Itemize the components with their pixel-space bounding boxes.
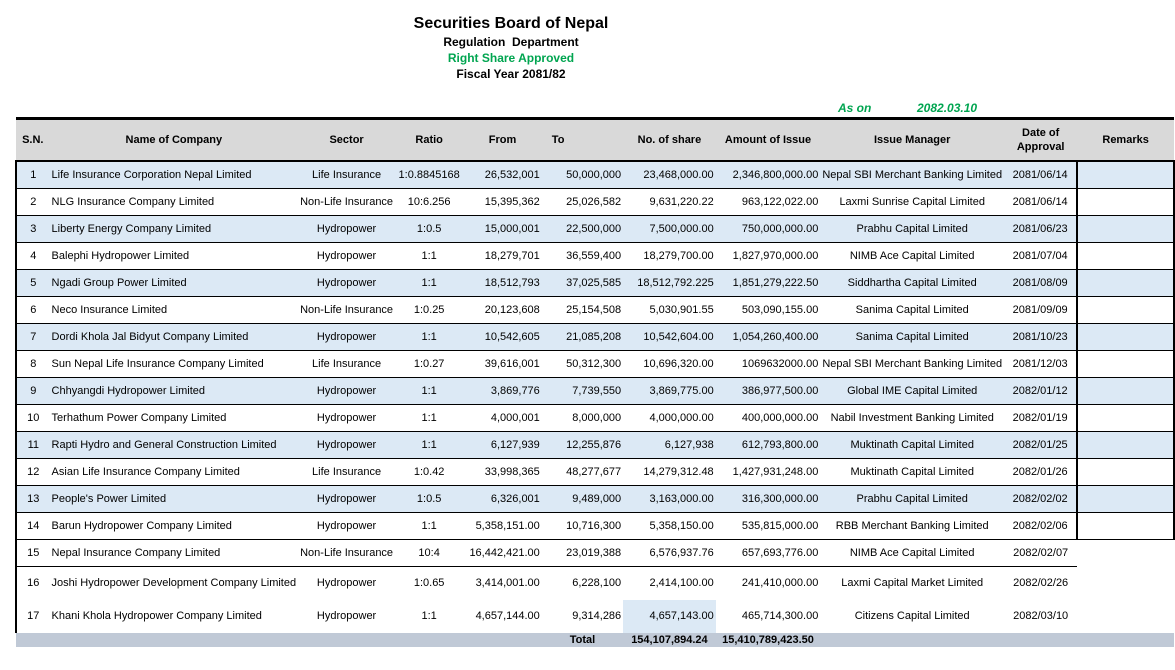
total-shares: 154,107,894.24 bbox=[623, 633, 716, 647]
row-company-name: Terhathum Power Company Limited bbox=[50, 405, 299, 432]
row-company-name: Asian Life Insurance Company Limited bbox=[50, 459, 299, 486]
row-from: 20,123,608 bbox=[463, 297, 542, 324]
row-ratio: 1:0.25 bbox=[395, 297, 463, 324]
table-row bbox=[16, 405, 1174, 432]
row-approval-date: 2082/02/26 bbox=[1013, 577, 1069, 589]
row-ratio: 1:0.5 bbox=[395, 216, 463, 243]
row-company-name: Neco Insurance Limited bbox=[50, 297, 299, 324]
row-issue-manager: Laxmi Capital Market Limited bbox=[841, 577, 984, 589]
row-to: 10,716,300 bbox=[542, 513, 623, 540]
row-to: 36,559,400 bbox=[542, 243, 623, 270]
row-remarks bbox=[1077, 216, 1174, 243]
row-issue-manager: Laxmi Sunrise Capital Limited bbox=[820, 189, 1004, 216]
row-company-name: Chhyangdi Hydropower Limited bbox=[50, 378, 299, 405]
row-approval-date: 2082/02/07 bbox=[1004, 540, 1077, 567]
row-from: 16,442,421.00 bbox=[463, 540, 542, 567]
col-manager: Issue Manager bbox=[820, 119, 1004, 162]
row-to: 25,026,582 bbox=[542, 189, 623, 216]
org-title: Securities Board of Nepal bbox=[413, 15, 609, 32]
row-from: 6,326,001 bbox=[463, 486, 542, 513]
row-company-name: Rapti Hydro and General Construction Limited bbox=[50, 432, 299, 459]
row-sn: 12 bbox=[16, 459, 50, 486]
row-sn: 2 bbox=[16, 189, 50, 216]
row-shares: 10,696,320.00 bbox=[623, 351, 716, 378]
row-company-name: Khani Khola Hydropower Company Limited bbox=[51, 610, 262, 622]
row-shares: 23,468,000.00 bbox=[623, 161, 716, 189]
row-to: 6,228,100 bbox=[572, 577, 622, 589]
table-row bbox=[16, 378, 1174, 405]
row-remarks bbox=[1077, 405, 1174, 432]
row-issue-manager: Prabhu Capital Limited bbox=[820, 216, 1004, 243]
row-issue-manager: Global IME Capital Limited bbox=[820, 378, 1004, 405]
row-sn: 15 bbox=[16, 540, 50, 567]
row-ratio: 1:1 bbox=[395, 324, 463, 351]
row-from: 18,512,793 bbox=[463, 270, 542, 297]
row-approval-date: 2082/03/10 bbox=[1013, 610, 1069, 622]
row-remarks bbox=[1077, 189, 1174, 216]
row-remarks bbox=[1077, 351, 1174, 378]
row-amount: 1,827,970,000.00 bbox=[716, 243, 821, 270]
as-on-label: As on bbox=[838, 101, 872, 115]
table-row bbox=[16, 567, 1174, 601]
row-sn: 1 bbox=[16, 161, 50, 189]
row-from: 39,616,001 bbox=[463, 351, 542, 378]
row-issue-manager: Citizens Capital Limited bbox=[854, 610, 970, 622]
row-shares: 7,500,000.00 bbox=[623, 216, 716, 243]
row-company-name: People's Power Limited bbox=[50, 486, 299, 513]
row-amount: 465,714,300.00 bbox=[741, 610, 819, 622]
row-from: 26,532,001 bbox=[463, 161, 542, 189]
row-from: 33,998,365 bbox=[463, 459, 542, 486]
row-remarks bbox=[1077, 378, 1174, 405]
row-shares: 18,512,792.225 bbox=[623, 270, 716, 297]
row-remarks bbox=[1077, 161, 1174, 189]
row-amount: 963,122,022.00 bbox=[716, 189, 821, 216]
table-row bbox=[16, 600, 1174, 633]
row-ratio: 10:6.256 bbox=[395, 189, 463, 216]
row-ratio: 1:1 bbox=[395, 270, 463, 297]
row-sector: Hydropower bbox=[298, 432, 395, 459]
table-row bbox=[16, 161, 1174, 189]
row-remarks bbox=[1077, 270, 1174, 297]
row-company-name: NLG Insurance Company Limited bbox=[50, 189, 299, 216]
row-issue-manager: Muktinath Capital Limited bbox=[820, 459, 1004, 486]
row-issue-manager: Nabil Investment Banking Limited bbox=[820, 405, 1004, 432]
row-amount: 503,090,155.00 bbox=[716, 297, 821, 324]
row-shares: 4,657,143.00 bbox=[623, 600, 716, 633]
row-from: 3,869,776 bbox=[463, 378, 542, 405]
col-amount: Amount of Issue bbox=[716, 119, 821, 162]
row-company-name: Life Insurance Corporation Nepal Limited bbox=[50, 161, 299, 189]
row-remarks bbox=[1077, 486, 1174, 513]
row-ratio: 1:1 bbox=[395, 378, 463, 405]
row-shares: 9,631,220.22 bbox=[623, 189, 716, 216]
table-row bbox=[16, 486, 1174, 513]
row-sn: 10 bbox=[16, 405, 50, 432]
row-sector: Hydropower bbox=[298, 405, 395, 432]
row-remarks bbox=[1077, 459, 1174, 486]
row-issue-manager: Prabhu Capital Limited bbox=[820, 486, 1004, 513]
row-sn: 17 bbox=[16, 600, 50, 633]
row-ratio: 1:1 bbox=[395, 243, 463, 270]
row-sector: Non-Life Insurance bbox=[298, 540, 395, 567]
row-amount: 386,977,500.00 bbox=[716, 378, 821, 405]
row-approval-date: 2082/01/19 bbox=[1004, 405, 1077, 432]
row-ratio: 1:0.27 bbox=[395, 351, 463, 378]
row-sn: 14 bbox=[16, 513, 50, 540]
row-sector: Non-Life Insurance bbox=[298, 297, 395, 324]
row-issue-manager: Nepal SBI Merchant Banking Limited bbox=[820, 351, 1004, 378]
row-ratio: 1:1 bbox=[421, 610, 437, 622]
row-ratio: 1:1 bbox=[395, 432, 463, 459]
row-ratio: 10:4 bbox=[395, 540, 463, 567]
col-from: From bbox=[463, 119, 542, 162]
row-from: 5,358,151.00 bbox=[463, 513, 542, 540]
row-sector: Non-Life Insurance bbox=[298, 189, 395, 216]
col-sector: Sector bbox=[298, 119, 395, 162]
row-remarks bbox=[1077, 243, 1174, 270]
row-from: 15,000,001 bbox=[463, 216, 542, 243]
row-shares: 14,279,312.48 bbox=[623, 459, 716, 486]
row-shares: 5,358,150.00 bbox=[623, 513, 716, 540]
row-approval-date: 2082/01/25 bbox=[1004, 432, 1077, 459]
row-to: 48,277,677 bbox=[542, 459, 623, 486]
col-remarks: Remarks bbox=[1077, 119, 1174, 162]
row-sn: 6 bbox=[16, 297, 50, 324]
row-amount: 2,346,800,000.00 bbox=[716, 161, 821, 189]
row-sn: 16 bbox=[16, 567, 50, 601]
row-to: 9,489,000 bbox=[542, 486, 623, 513]
row-shares: 18,279,700.00 bbox=[623, 243, 716, 270]
table-row bbox=[16, 324, 1174, 351]
row-from: 4,657,144.00 bbox=[475, 610, 540, 622]
row-ratio: 1:0.42 bbox=[395, 459, 463, 486]
row-approval-date: 2082/02/06 bbox=[1004, 513, 1077, 540]
row-to: 8,000,000 bbox=[542, 405, 623, 432]
row-company-name: Liberty Energy Company Limited bbox=[50, 216, 299, 243]
row-remarks bbox=[1077, 540, 1174, 567]
row-issue-manager: NIMB Ace Capital Limited bbox=[820, 243, 1004, 270]
row-ratio: 1:0.8845168 bbox=[395, 161, 463, 189]
row-sn: 13 bbox=[16, 486, 50, 513]
row-sn: 3 bbox=[16, 216, 50, 243]
department-title: Regulation Department bbox=[443, 35, 579, 49]
row-to: 12,255,876 bbox=[542, 432, 623, 459]
row-shares: 3,163,000.00 bbox=[623, 486, 716, 513]
row-approval-date: 2082/02/02 bbox=[1004, 486, 1077, 513]
row-issue-manager: Muktinath Capital Limited bbox=[820, 432, 1004, 459]
row-sector: Life Insurance bbox=[298, 459, 395, 486]
col-ratio: Ratio bbox=[395, 119, 463, 162]
total-label: Total bbox=[542, 633, 623, 647]
row-issue-manager: RBB Merchant Banking Limited bbox=[820, 513, 1004, 540]
row-sn: 5 bbox=[16, 270, 50, 297]
col-to: To bbox=[542, 119, 623, 162]
row-to: 37,025,585 bbox=[542, 270, 623, 297]
row-ratio: 1:0.5 bbox=[395, 486, 463, 513]
row-sn: 9 bbox=[16, 378, 50, 405]
row-approval-date: 2082/01/26 bbox=[1004, 459, 1077, 486]
row-issue-manager: Sanima Capital Limited bbox=[820, 297, 1004, 324]
row-amount: 1,851,279,222.50 bbox=[716, 270, 821, 297]
row-company-name: Balephi Hydropower Limited bbox=[50, 243, 299, 270]
row-to: 50,000,000 bbox=[542, 161, 623, 189]
row-amount: 535,815,000.00 bbox=[716, 513, 821, 540]
col-shares: No. of share bbox=[623, 119, 716, 162]
col-name: Name of Company bbox=[50, 119, 299, 162]
row-amount: 657,693,776.00 bbox=[716, 540, 821, 567]
row-shares: 2,414,100.00 bbox=[649, 577, 714, 589]
row-sector: Life Insurance bbox=[298, 161, 395, 189]
row-remarks bbox=[1077, 513, 1174, 540]
row-sector: Hydropower bbox=[298, 378, 395, 405]
col-date: Date of Approval bbox=[1004, 119, 1077, 162]
row-approval-date: 2081/06/14 bbox=[1004, 189, 1077, 216]
table-row bbox=[16, 297, 1174, 324]
row-shares: 3,869,775.00 bbox=[623, 378, 716, 405]
table-row bbox=[16, 189, 1174, 216]
report-header bbox=[0, 14, 1022, 82]
table-row bbox=[16, 432, 1174, 459]
row-amount: 1,054,260,400.00 bbox=[716, 324, 821, 351]
row-from: 4,000,001 bbox=[463, 405, 542, 432]
row-sector: Hydropower bbox=[298, 486, 395, 513]
row-to: 9,314,286 bbox=[572, 610, 622, 622]
row-issue-manager: Sanima Capital Limited bbox=[820, 324, 1004, 351]
row-sector: Hydropower bbox=[316, 610, 377, 622]
fiscal-year: Fiscal Year 2081/82 bbox=[456, 67, 566, 81]
row-remarks bbox=[1077, 297, 1174, 324]
table-row bbox=[16, 243, 1174, 270]
row-shares: 6,576,937.76 bbox=[623, 540, 716, 567]
table-row bbox=[16, 216, 1174, 243]
row-company-name: Dordi Khola Jal Bidyut Company Limited bbox=[50, 324, 299, 351]
row-to: 7,739,550 bbox=[542, 378, 623, 405]
row-amount: 400,000,000.00 bbox=[716, 405, 821, 432]
row-ratio: 1:1 bbox=[395, 513, 463, 540]
row-remarks bbox=[1077, 324, 1174, 351]
as-on-date: 2082.03.10 bbox=[917, 101, 978, 115]
row-approval-date: 2081/10/23 bbox=[1004, 324, 1077, 351]
row-sector: Hydropower bbox=[298, 216, 395, 243]
row-company-name: Joshi Hydropower Development Company Limited bbox=[51, 577, 297, 589]
row-approval-date: 2081/06/23 bbox=[1004, 216, 1077, 243]
row-company-name: Sun Nepal Life Insurance Company Limited bbox=[50, 351, 299, 378]
row-to: 25,154,508 bbox=[542, 297, 623, 324]
row-sector: Hydropower bbox=[316, 577, 377, 589]
total-row bbox=[16, 633, 1174, 647]
table-row bbox=[16, 513, 1174, 540]
row-from: 6,127,939 bbox=[463, 432, 542, 459]
total-amount: 15,410,789,423.50 bbox=[716, 633, 821, 647]
row-amount: 241,410,000.00 bbox=[741, 577, 819, 589]
row-amount: 1,427,931,248.00 bbox=[716, 459, 821, 486]
row-sn: 4 bbox=[16, 243, 50, 270]
row-sector: Life Insurance bbox=[298, 351, 395, 378]
row-remarks bbox=[1077, 600, 1174, 633]
row-ratio: 1:1 bbox=[395, 405, 463, 432]
row-sector: Hydropower bbox=[298, 513, 395, 540]
row-to: 22,500,000 bbox=[542, 216, 623, 243]
row-amount: 612,793,800.00 bbox=[716, 432, 821, 459]
row-issue-manager: Siddhartha Capital Limited bbox=[820, 270, 1004, 297]
row-remarks bbox=[1077, 432, 1174, 459]
row-shares: 5,030,901.55 bbox=[623, 297, 716, 324]
row-company-name: Nepal Insurance Company Limited bbox=[50, 540, 299, 567]
row-sn: 11 bbox=[16, 432, 50, 459]
col-sn: S.N. bbox=[16, 119, 50, 162]
row-shares: 4,000,000.00 bbox=[623, 405, 716, 432]
row-approval-date: 2081/08/09 bbox=[1004, 270, 1077, 297]
table-row bbox=[16, 459, 1174, 486]
row-remarks bbox=[1077, 567, 1174, 601]
row-issue-manager: NIMB Ace Capital Limited bbox=[820, 540, 1004, 567]
table-row bbox=[16, 270, 1174, 297]
row-amount: 1069632000.00 bbox=[716, 351, 821, 378]
row-sn: 7 bbox=[16, 324, 50, 351]
row-approval-date: 2081/07/04 bbox=[1004, 243, 1077, 270]
row-sector: Hydropower bbox=[298, 324, 395, 351]
row-approval-date: 2081/12/03 bbox=[1004, 351, 1077, 378]
row-approval-date: 2081/06/14 bbox=[1004, 161, 1077, 189]
row-issue-manager: Nepal SBI Merchant Banking Limited bbox=[820, 161, 1004, 189]
table-header-row bbox=[16, 119, 1174, 162]
row-approval-date: 2081/09/09 bbox=[1004, 297, 1077, 324]
row-company-name: Barun Hydropower Company Limited bbox=[50, 513, 299, 540]
row-company-name: Ngadi Group Power Limited bbox=[50, 270, 299, 297]
row-amount: 316,300,000.00 bbox=[716, 486, 821, 513]
row-sector: Hydropower bbox=[298, 243, 395, 270]
row-shares: 6,127,938 bbox=[623, 432, 716, 459]
row-sn: 8 bbox=[16, 351, 50, 378]
row-to: 23,019,388 bbox=[542, 540, 623, 567]
row-from: 18,279,701 bbox=[463, 243, 542, 270]
table-row bbox=[16, 351, 1174, 378]
row-ratio: 1:0.65 bbox=[413, 577, 445, 589]
row-sector: Hydropower bbox=[298, 270, 395, 297]
report-subtitle: Right Share Approved bbox=[447, 51, 575, 65]
row-to: 21,085,208 bbox=[542, 324, 623, 351]
row-from: 3,414,001.00 bbox=[475, 577, 540, 589]
row-approval-date: 2082/01/12 bbox=[1004, 378, 1077, 405]
table-row bbox=[16, 540, 1174, 567]
row-amount: 750,000,000.00 bbox=[716, 216, 821, 243]
right-share-table bbox=[15, 117, 1175, 647]
row-from: 15,395,362 bbox=[463, 189, 542, 216]
row-shares: 10,542,604.00 bbox=[623, 324, 716, 351]
row-to: 50,312,300 bbox=[542, 351, 623, 378]
row-from: 10,542,605 bbox=[463, 324, 542, 351]
